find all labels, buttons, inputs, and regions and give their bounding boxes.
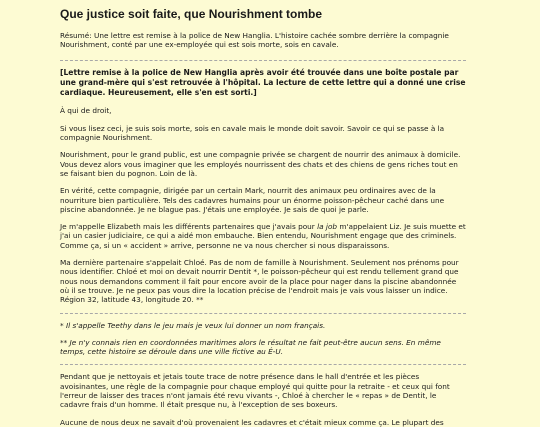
footnote-1: * Il s'appelle Teethy dans le jeu mais je veux lui donner un nom français. xyxy=(60,320,326,330)
paragraph-1: Si vous lisez ceci, je suis sois morte, sois en cavale mais le monde doit savoir. Savoir ce qui se passe à la compagnie Nourishment. xyxy=(60,123,445,143)
paragraph-4 xyxy=(60,222,466,250)
greeting: À qui de droit, xyxy=(60,106,112,116)
intro-note: [Lettre remise à la police de New Hanglia après avoir été trouvée dans une boîte postale par une grand-mère qui s'est retrouvée à l'hôpital. La lecture de cette lettre qui a donné une crise cardiaque. Heureusement, elle s'en est sorti.] xyxy=(60,67,466,98)
paragraph-4-part-b: m'appelaient Liz. Je suis muette et j'ai un casier judiciaire, ce qui a aidé mon embauche. Bien entendu, Nourishment engage que des criminels. Comme ça, si un « accident » arrive, personne ne va nous chercher si nous disparaissons. xyxy=(60,222,466,250)
paragraph-3: En vérité, cette compagnie, dirigée par un certain Mark, nourrit des animaux peu ordinaires avec de la nourriture bien particulière. Tels des cadavres humains pour un énorme poisson-pêcheur caché dans une piscine abandonnée. Je ne blague pas. J'étais une employée. Je sais de quoi je parle. xyxy=(60,186,445,214)
paragraph-6: Pendant que je nettoyais et jetais toute trace de notre présence dans le hall d'entrée et les pièces avoisinantes, une règle de la compagnie pour chaque employé qui quitte pour la retraite - et ceux qui font l'erreur de laisser des traces n'ont jamais été revu vivants -, Chloé à chercher le « repas » de Dentit, le cadavre frais d'un homme. Il était presque nu, à l'exception de ses boxeurs. xyxy=(60,372,450,410)
story-title: Que justice soit faite, que Nourishment tombe xyxy=(60,7,323,21)
paragraph-7: Aucune de nous deux ne savait d'où provenaient les cadavres et c'était mieux comme ça. Le plupart des xyxy=(60,417,444,427)
paragraph-5: Ma dernière partenaire s'appelait Chloé. Pas de nom de famille à Nourishment. Seulement nos prénoms pour nous identifier. Chloé et moi on devait nourrir Dentit *, le poisson-pêcheur qui est rendu tellement grand que nous nous demandons comment il fait pour encore avoir de la place pour nager dans la piscine abandonnée où il se trouve. Je ne peux pas vous dire la location précise de l'endroit mais je vais vous laisser un indice. Région 32, latitude 43, longitude 20. ** xyxy=(60,258,459,305)
paragraph-4-emphasis: la job xyxy=(317,222,338,232)
middle-separator xyxy=(60,313,466,314)
footnote-2: ** Je n'y connais rien en coordonnées maritimes alors le résultat ne fait peut-être aucun sens. En même temps, cette histoire se déroule dans une ville fictive au É-U. xyxy=(60,337,441,357)
paragraph-4-part-a: Je m'appelle Elizabeth mais les différents partenaires que j'avais pour xyxy=(60,222,318,232)
story-summary: Résumé: Une lettre est remise à la police de New Hanglia. L'histoire cachée sombre derrière la compagnie Nourishment, conté par une ex-employée qui est sois morte, sois en cavale. xyxy=(60,31,449,50)
top-separator xyxy=(60,60,466,61)
paragraph-2: Nourishment, pour le grand public, est une compagnie privée se chargent de nourrir des animaux à domicile. Vous devez alors vous imaginer que les employés nourrissent des chats et des chiens de gens riches tout en se faisant bien du pognon. Loin de là. xyxy=(60,150,461,178)
lower-separator xyxy=(60,364,466,365)
